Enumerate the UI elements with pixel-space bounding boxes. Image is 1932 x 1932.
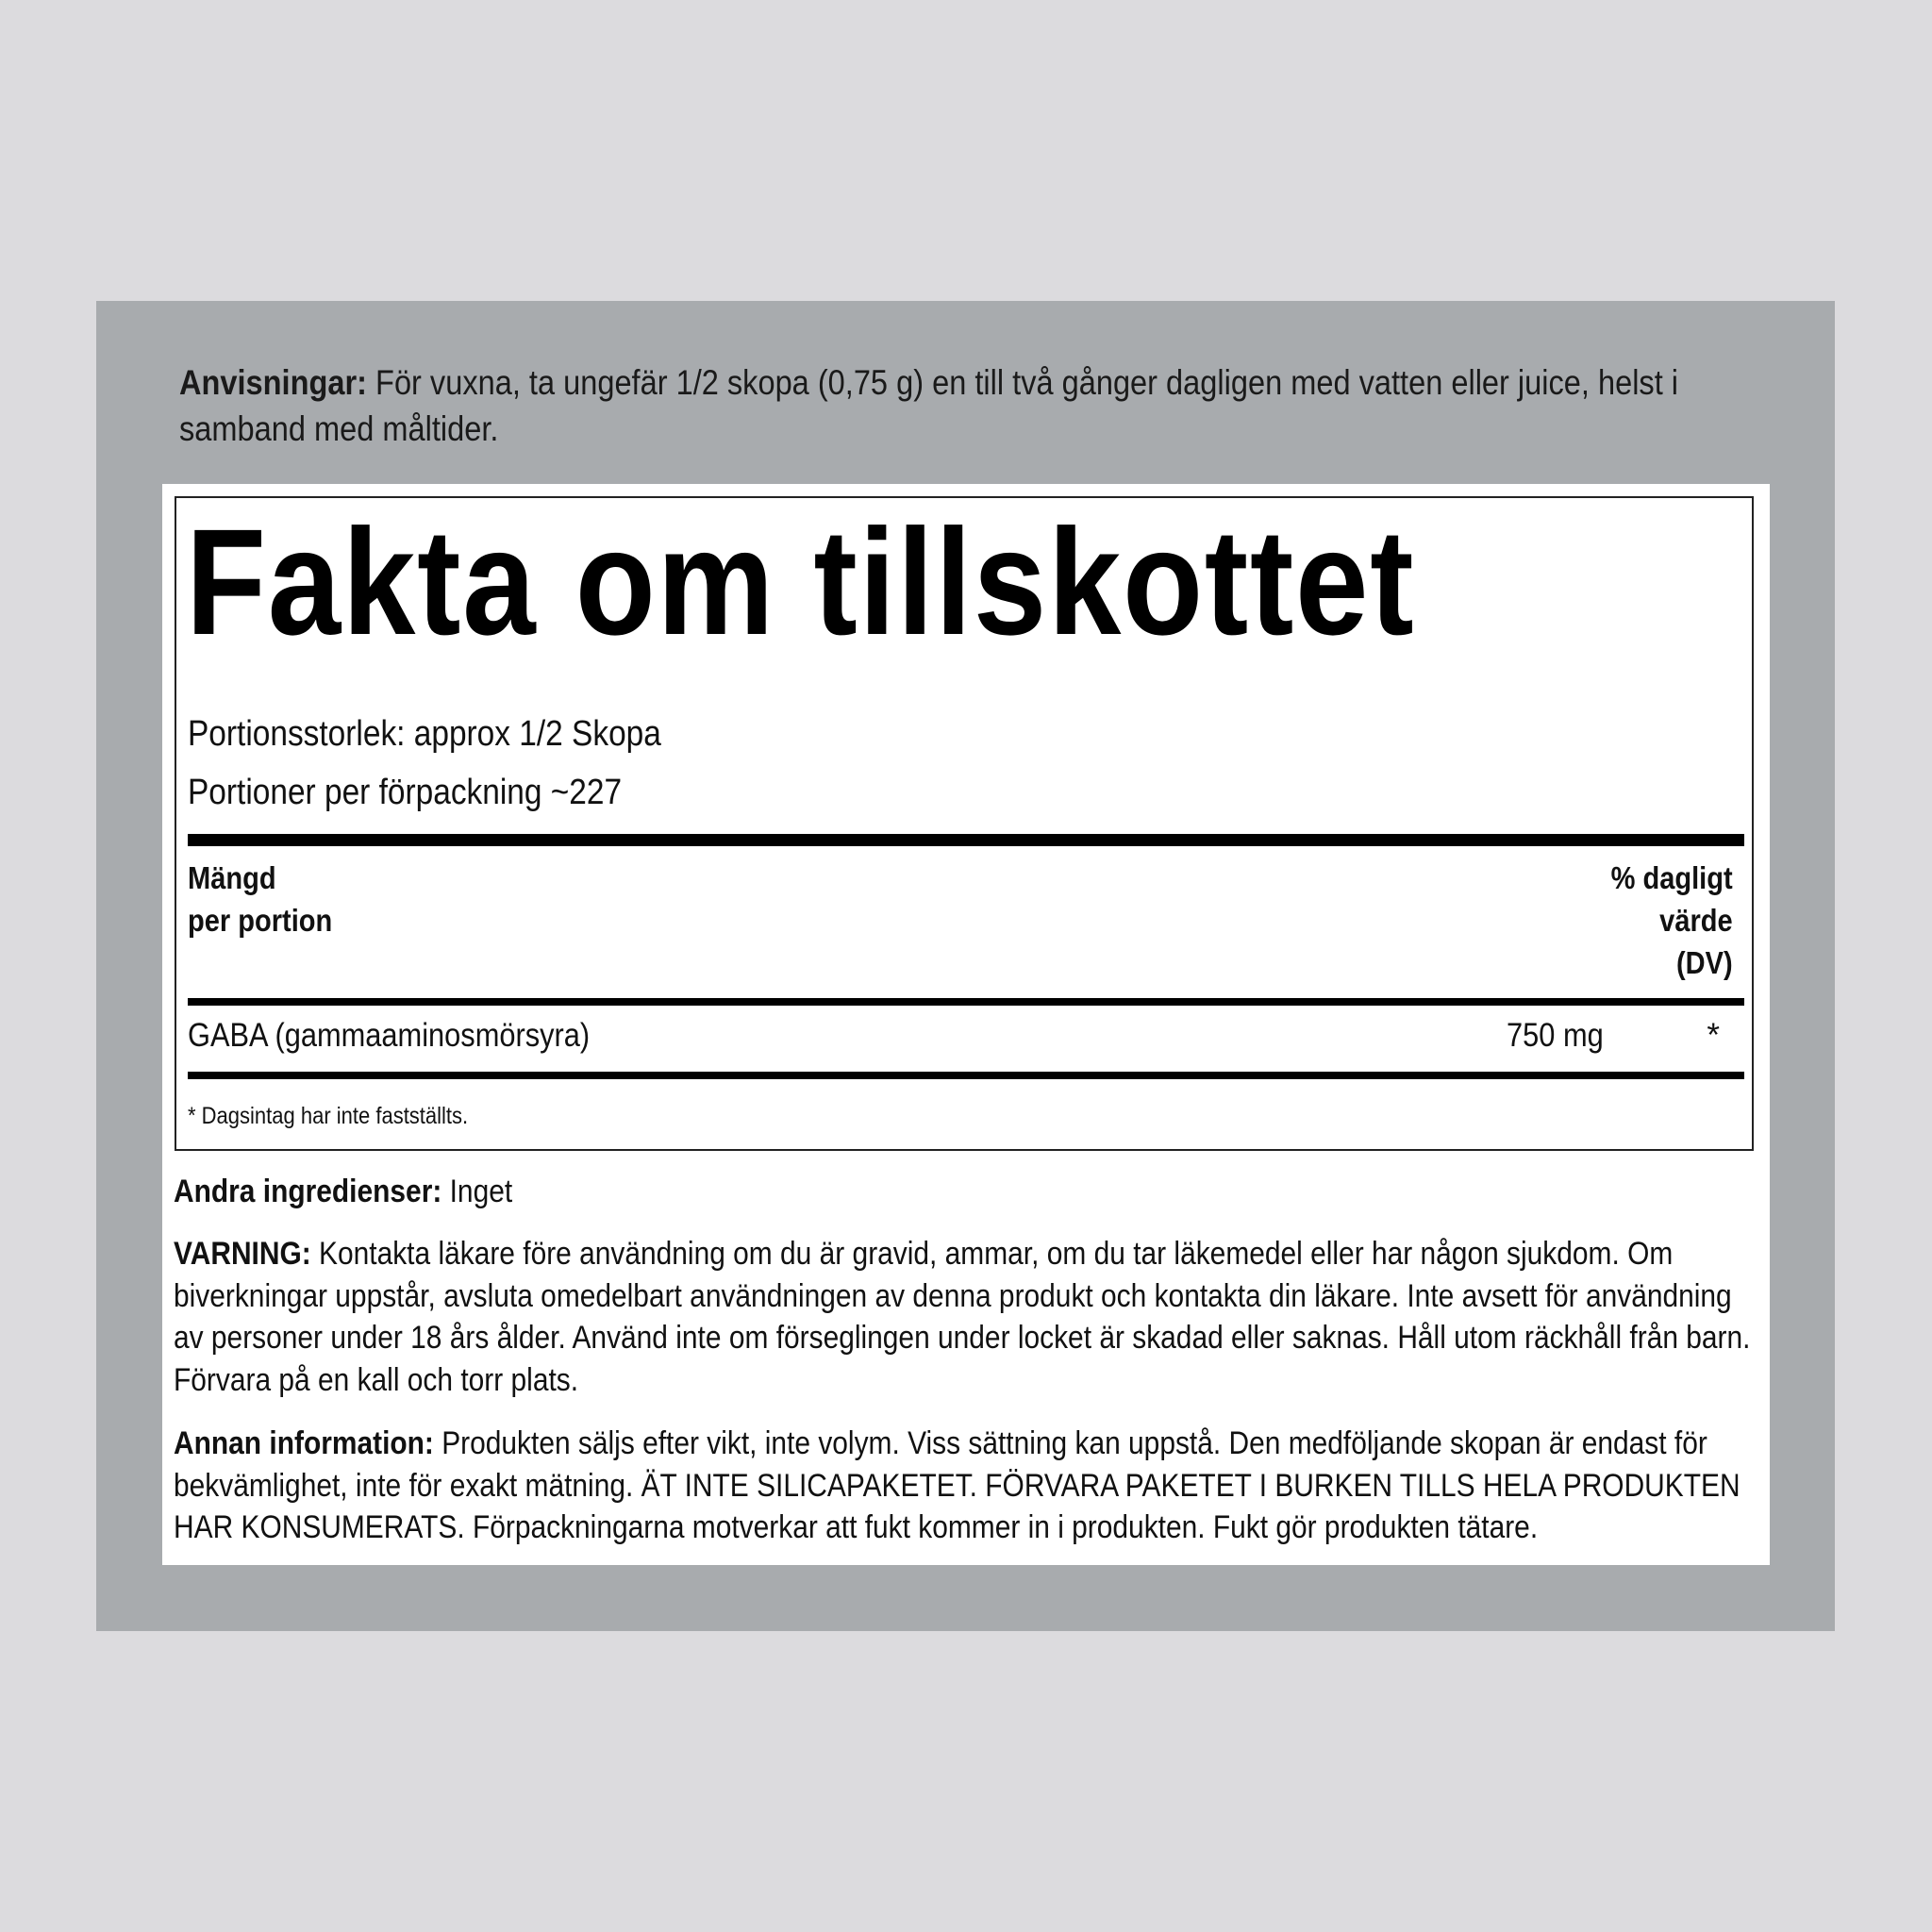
- nutrient-amount: 750 mg: [1507, 1017, 1604, 1054]
- directions-label: Anvisningar:: [179, 363, 368, 402]
- facts-title: Fakta om tillskottet: [186, 497, 1416, 666]
- nutrient-daily-value: *: [1707, 1017, 1720, 1054]
- header-right-line2: värde: [1659, 903, 1733, 938]
- label-panel: [96, 301, 1835, 1631]
- supplement-facts-box: [175, 496, 1754, 1151]
- facts-footnote: * Dagsintag har inte fastställts.: [188, 1103, 469, 1129]
- directions-text: [179, 359, 1781, 452]
- other-ingredients-label: Andra ingredienser:: [174, 1174, 442, 1209]
- divider-medium: [188, 1072, 1744, 1079]
- header-left-line2: per portion: [188, 903, 333, 938]
- serving-size: Portionsstorlek: approx 1/2 Skopa: [188, 714, 661, 754]
- warning-body: Kontakta läkare före användning om du är gravid, ammar, om du tar läkemedel eller har någon sjukdom. Om biverkningar uppstår, avsluta omedelbart användningen av denna produkt och kontakta din läkare. Inte avsett för användning av personer under 18 års ålder. Använd inte om förseglingen under locket är skadad eller saknas. Håll utom räckhåll från barn. Förvara på en kall och torr plats.: [174, 1236, 1751, 1398]
- divider-medium: [188, 998, 1744, 1006]
- other-ingredients: [174, 1171, 1751, 1213]
- servings-per-container: Portioner per förpackning ~227: [188, 773, 623, 812]
- warning-label: VARNING:: [174, 1236, 311, 1272]
- nutrient-name: GABA (gammaaminosmörsyra): [188, 1017, 591, 1054]
- other-info-label: Annan information:: [174, 1425, 434, 1461]
- amount-per-serving-header: [188, 857, 332, 941]
- header-right-line3: (DV): [1676, 945, 1733, 980]
- warning-text: [174, 1233, 1751, 1401]
- divider-thick: [188, 834, 1744, 846]
- header-right-line1: % dagligt: [1610, 860, 1733, 895]
- other-info-body: Produkten säljs efter vikt, inte volym. Viss sättning kan uppstå. Den medföljande skopan är endast för bekvämlighet, inte för exakt mätning. ÄT INTE SILICAPAKETET. FÖRVARA PAKETET I BURKEN TILLS HELA PRODUKTEN HAR KONSUMERATS. Förpackningarna motverkar att fukt kommer in i produkten. Fukt gör produkten tätare.: [174, 1425, 1740, 1545]
- daily-value-header: [1611, 857, 1733, 984]
- directions-body: För vuxna, ta ungefär 1/2 skopa (0,75 g) en till två gånger dagligen med vatten eller juice, helst i samband med måltider.: [179, 363, 1679, 448]
- other-information: [174, 1423, 1751, 1549]
- other-ingredients-text: Inget: [441, 1174, 513, 1209]
- header-left-line1: Mängd: [188, 860, 276, 895]
- label-white-area: [162, 484, 1770, 1565]
